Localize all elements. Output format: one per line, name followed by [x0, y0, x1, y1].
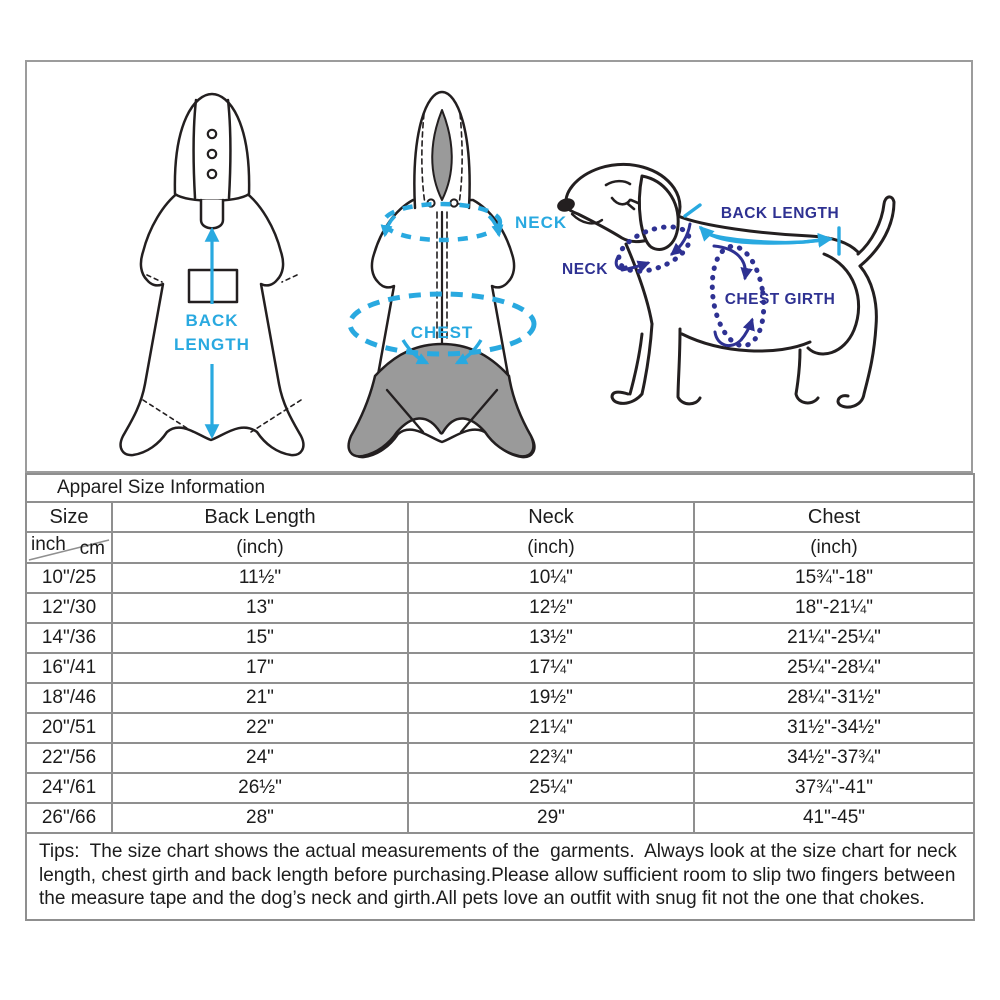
dog-neck-label: NECK: [562, 261, 608, 278]
tips-text: Tips: The size chart shows the actual measurements of the garments. Always look at the size chart for neck length, chest girth and back length before purchasing.Please allow sufficient room to slip two fingers between the measure tape and the dog’s neck and girth.All pets love an outfit with snug fit not the one that chokes.: [26, 833, 974, 920]
cell-chest: 15¾"-18": [694, 563, 974, 593]
cell-neck: 21¼": [408, 713, 694, 743]
cell-size: 10"/25: [26, 563, 112, 593]
size-row: [26, 803, 974, 833]
neck-unit: (inch): [408, 532, 694, 563]
garment-front-view-illustration: [327, 72, 577, 467]
cell-back-length: 21": [112, 683, 408, 713]
unit-cm: cm: [79, 538, 105, 559]
cell-size: 24"/61: [26, 773, 112, 803]
cell-chest: 18"-21¼": [694, 593, 974, 623]
cell-size: 20"/51: [26, 713, 112, 743]
cell-neck: 19½": [408, 683, 694, 713]
chest-label: CHEST: [410, 323, 474, 342]
dog-rear-leg: [838, 266, 876, 407]
cell-back-length: 15": [112, 623, 408, 653]
size-unit-cell: [26, 532, 112, 563]
dog-tail: [858, 197, 894, 266]
back-length-unit: (inch): [112, 532, 408, 563]
cell-back-length: 17": [112, 653, 408, 683]
dog-measurement-diagram: [542, 154, 962, 469]
table-title: Apparel Size Information: [26, 474, 974, 502]
collar-tab: [201, 200, 223, 228]
size-row: [26, 743, 974, 773]
tips-row: [26, 833, 974, 920]
size-row: [26, 593, 974, 623]
cell-neck: 13½": [408, 623, 694, 653]
size-row: [26, 653, 974, 683]
size-row: [26, 713, 974, 743]
cell-size: 26"/66: [26, 803, 112, 833]
chest-unit: (inch): [694, 532, 974, 563]
cell-chest: 31½"-34½": [694, 713, 974, 743]
cell-chest: 37¾"-41": [694, 773, 974, 803]
cell-neck: 12½": [408, 593, 694, 623]
size-row: [26, 773, 974, 803]
back-length-label-line2: LENGTH: [174, 335, 250, 354]
cell-back-length: 24": [112, 743, 408, 773]
table-header-row: [26, 502, 974, 532]
coat-hood-back: [175, 94, 249, 201]
cell-neck: 25¼": [408, 773, 694, 803]
cell-chest: 21¼"-25¼": [694, 623, 974, 653]
cell-size: 18"/46: [26, 683, 112, 713]
cell-chest: 25¼"-28¼": [694, 653, 974, 683]
size-row: [26, 623, 974, 653]
cell-back-length: 26½": [112, 773, 408, 803]
garment-back-view-illustration: [97, 72, 347, 467]
unit-inch: inch: [31, 534, 66, 555]
col-header-neck: Neck: [408, 502, 694, 532]
table-unit-row: [26, 532, 974, 563]
cell-neck: 22¾": [408, 743, 694, 773]
dog-belly: [682, 334, 810, 351]
cell-size: 12"/30: [26, 593, 112, 623]
cell-size: 14"/36: [26, 623, 112, 653]
cell-chest: 41"-45": [694, 803, 974, 833]
cell-neck: 29": [408, 803, 694, 833]
col-header-size: Size: [26, 502, 112, 532]
back-length-label-line1: BACK: [185, 311, 239, 330]
cell-chest: 34½"-37¾": [694, 743, 974, 773]
dog-rear-leg-far: [796, 350, 818, 403]
cell-back-length: 28": [112, 803, 408, 833]
dog-chest-line: [626, 244, 652, 324]
cell-back-length: 11½": [112, 563, 408, 593]
dog-back-length-label: BACK LENGTH: [720, 205, 840, 222]
dog-line-art: [556, 165, 894, 408]
table-title-row: [26, 474, 974, 502]
cell-chest: 28¼"-31½": [694, 683, 974, 713]
col-header-back-length: Back Length: [112, 502, 408, 532]
cell-neck: 10¼": [408, 563, 694, 593]
cell-size: 16"/41: [26, 653, 112, 683]
apparel-size-table: [25, 473, 975, 921]
dog-front-leg-inner: [630, 334, 642, 394]
neck-label: NECK: [515, 213, 568, 232]
col-header-chest: Chest: [694, 502, 974, 532]
cell-neck: 17¼": [408, 653, 694, 683]
size-row: [26, 683, 974, 713]
illustration-panel: [25, 60, 973, 473]
cell-back-length: 13": [112, 593, 408, 623]
chest-girth-label: CHEST GIRTH: [724, 291, 836, 308]
cell-size: 22"/56: [26, 743, 112, 773]
size-row: [26, 563, 974, 593]
cell-back-length: 22": [112, 713, 408, 743]
